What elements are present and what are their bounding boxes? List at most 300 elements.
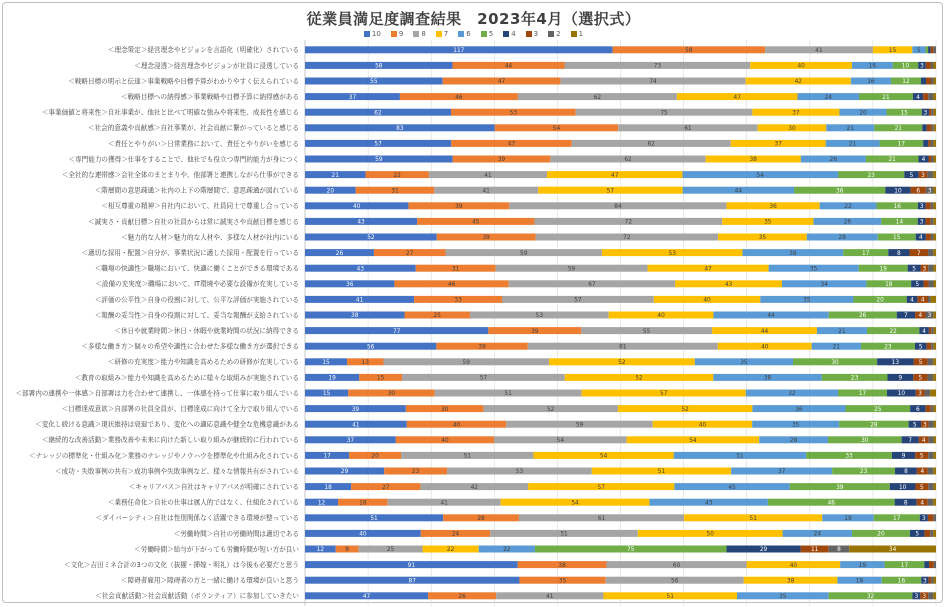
category-label: ＜事業価値と将来性＞自社事業が、他社と比べて明確な強みや将来性、成長性を感じる <box>41 108 299 117</box>
data-label: 28 <box>838 235 846 242</box>
data-label: 5 <box>915 282 920 288</box>
category-label: ＜継続的な改善活動＞業務改善や未来に向けた新しい取り組みが継続的に行われている <box>41 436 299 445</box>
data-label: 8 <box>903 500 908 507</box>
data-label: 41 <box>352 422 360 429</box>
category-label: ＜設備の充実度＞職場において、IT環境や必要な設備が充実している <box>95 280 299 289</box>
data-label: 20 <box>877 531 885 538</box>
data-label: 30 <box>387 391 396 398</box>
data-label: 41 <box>815 48 823 54</box>
data-label: 43 <box>356 266 365 273</box>
data-label: 16 <box>867 79 875 86</box>
data-label: 40 <box>452 422 461 429</box>
bar-segment <box>926 62 931 69</box>
data-label: 28 <box>870 422 878 429</box>
data-label: 17 <box>900 562 909 569</box>
data-label: 60 <box>672 562 681 569</box>
data-label: 41 <box>482 188 490 195</box>
data-label: 32 <box>788 391 796 398</box>
data-label: 11 <box>810 547 819 554</box>
bar-segment <box>931 218 934 225</box>
data-label: 37 <box>792 110 800 117</box>
data-label: 25 <box>874 406 882 413</box>
bar-segment <box>926 78 931 85</box>
data-label: 37 <box>346 438 355 444</box>
data-label: 15 <box>322 391 331 398</box>
data-label: 47 <box>497 79 506 86</box>
data-label: 5 <box>918 375 923 382</box>
bar-segment <box>928 514 933 521</box>
bar-segment <box>933 312 936 319</box>
data-label: 3 <box>919 219 924 226</box>
category-label: ＜理念浸透＞経営理念やビジョンが社員に浸透している <box>134 61 299 70</box>
bar-segment <box>923 93 928 100</box>
bar-segment <box>933 592 936 599</box>
legend-label: 9 <box>398 30 404 38</box>
data-label: 3 <box>927 313 932 320</box>
data-label: 62 <box>374 110 382 117</box>
data-label: 22 <box>889 328 897 335</box>
data-label: 13 <box>361 360 369 366</box>
data-label: 20 <box>326 188 335 195</box>
bar-segment <box>926 202 931 209</box>
data-label: 39 <box>482 235 490 242</box>
data-label: 53 <box>668 250 676 257</box>
bar-segment <box>924 280 929 287</box>
data-label: 23 <box>411 469 420 476</box>
data-label: 59 <box>462 360 470 366</box>
bar-segment <box>928 358 934 365</box>
data-label: 39 <box>351 406 360 413</box>
data-label: 30 <box>861 438 869 444</box>
data-label: 59 <box>575 422 584 429</box>
bar-segment <box>927 343 932 350</box>
data-label: 5 <box>918 344 923 351</box>
bar-segment <box>933 452 936 459</box>
category-label: ＜専門能力の獲得＞仕事をすることで、他社でも役立つ専門的能力が身につく <box>68 155 299 164</box>
category-label: ＜全社的な連帯感＞会社全体のまとまりや、他部署と連携しながら仕事ができる <box>61 171 299 179</box>
bar-segment <box>928 156 931 163</box>
data-label: 5 <box>917 48 921 54</box>
data-label: 51 <box>504 391 512 398</box>
data-label: 39 <box>455 204 463 210</box>
bar-segment <box>934 577 936 584</box>
data-label: 44 <box>767 313 775 320</box>
data-label: 39 <box>531 328 539 335</box>
bar-segment <box>933 249 936 256</box>
data-label: 30 <box>788 126 796 132</box>
data-label: 51 <box>463 453 471 460</box>
data-label: 23 <box>884 344 892 351</box>
data-label: 43 <box>724 282 733 288</box>
bar-segment <box>928 483 933 490</box>
data-label: 53 <box>535 313 544 320</box>
data-label: 74 <box>649 79 657 86</box>
data-label: 24 <box>824 94 832 101</box>
data-label: 61 <box>597 516 606 522</box>
data-label: 8 <box>904 469 908 476</box>
data-label: 28 <box>789 438 798 444</box>
data-label: 73 <box>653 63 662 70</box>
bar-segment <box>931 202 934 209</box>
data-label: 20 <box>859 110 867 117</box>
data-label: 5 <box>912 266 916 273</box>
data-label: 9 <box>345 547 350 554</box>
bar-segment <box>928 46 931 53</box>
data-label: 14 <box>895 219 904 226</box>
data-label: 34 <box>820 282 828 288</box>
data-label: 10 <box>898 484 907 491</box>
data-label: 5 <box>913 422 917 429</box>
data-label: 26 <box>458 594 466 600</box>
data-label: 13 <box>891 360 900 366</box>
data-label: 38 <box>749 157 757 164</box>
data-label: 15 <box>893 235 901 242</box>
data-label: 7 <box>916 250 921 257</box>
bar-segment <box>924 561 929 568</box>
data-label: 19 <box>879 266 887 273</box>
data-label: 56 <box>366 344 375 351</box>
bar-segment <box>934 109 936 116</box>
data-label: 35 <box>764 219 772 226</box>
data-label: 3 <box>922 422 927 429</box>
data-label: 67 <box>588 282 596 288</box>
data-label: 58 <box>685 48 693 54</box>
data-label: 36 <box>795 406 803 413</box>
data-label: 18 <box>324 484 332 491</box>
data-label: 54 <box>556 438 565 444</box>
data-label: 46 <box>455 94 463 101</box>
bar-segment <box>933 483 936 490</box>
category-label: ＜労働時間＞自社の労働時間は適切である <box>173 529 299 538</box>
data-label: 35 <box>803 297 811 304</box>
data-label: 37 <box>348 94 357 101</box>
data-label: 3 <box>921 516 926 522</box>
data-label: 46 <box>827 500 835 507</box>
bar-segment <box>931 156 934 163</box>
data-label: 62 <box>593 94 602 101</box>
legend-label: 3 <box>533 30 539 38</box>
data-label: 4 <box>921 157 926 164</box>
bar-segment <box>933 93 936 100</box>
data-label: 17 <box>862 250 870 257</box>
bar-segment <box>931 62 934 69</box>
data-label: 45 <box>728 484 736 491</box>
legend-label: 5 <box>488 30 494 38</box>
bar-segment <box>929 436 934 443</box>
data-label: 3 <box>921 172 925 179</box>
data-label: 52 <box>618 360 626 366</box>
data-label: 22 <box>446 547 455 554</box>
data-label: 36 <box>836 188 844 195</box>
data-label: 4 <box>910 297 914 304</box>
data-label: 5 <box>920 484 924 491</box>
data-label: 54 <box>599 453 608 460</box>
legend-label: 7 <box>443 30 449 38</box>
data-label: 5 <box>915 531 920 538</box>
data-label: 21 <box>838 328 846 335</box>
legend-label: 10 <box>371 30 381 38</box>
data-label: 57 <box>374 141 382 148</box>
data-label: 6 <box>916 406 920 413</box>
bar-segment <box>931 296 936 303</box>
bar-segment <box>933 78 936 85</box>
data-label: 3 <box>922 594 927 600</box>
category-label: ＜誠実さ・貢献目標＞自社の社員からは常に誠実さや貢献目標を感じる <box>88 217 299 226</box>
data-label: 31 <box>391 188 399 195</box>
data-label: 9 <box>898 375 903 382</box>
data-label: 58 <box>375 63 383 70</box>
bar-segment <box>933 530 936 537</box>
data-label: 45 <box>472 219 480 226</box>
bar-segment <box>929 577 931 584</box>
bar-segment <box>933 499 936 506</box>
legend-label: 1 <box>578 30 584 38</box>
data-label: 16 <box>868 63 877 70</box>
category-label: ＜報酬の妥当性＞自身の役割に対して、妥当な報酬が支給されている <box>94 311 299 320</box>
data-label: 84 <box>614 204 622 210</box>
data-label: 44 <box>734 188 743 195</box>
category-label: ＜相互尊重の精神＞自社内において、社員同士で尊重し合っている <box>101 202 299 211</box>
data-label: 23 <box>867 172 875 179</box>
bar-segment <box>928 452 933 459</box>
data-label: 21 <box>882 94 890 101</box>
data-label: 36 <box>769 204 777 210</box>
bar-segment <box>931 234 934 241</box>
data-label: 40 <box>359 531 367 538</box>
data-label: 20 <box>371 453 379 460</box>
data-label: 35 <box>558 578 567 585</box>
data-label: 51 <box>560 531 568 538</box>
data-label: 22 <box>844 204 852 210</box>
data-label: 51 <box>749 516 757 522</box>
data-label: 54 <box>756 172 764 179</box>
bar-segment <box>924 530 930 537</box>
bar-segment <box>934 561 936 568</box>
data-label: 43 <box>357 219 365 226</box>
data-label: 15 <box>900 110 908 117</box>
bar-segment <box>931 78 934 85</box>
bar-segment <box>930 530 933 537</box>
category-label: ＜キャリアパス＞自社はキャリアパスが明確にされている <box>128 483 299 491</box>
bar-segment <box>928 296 931 303</box>
data-label: 44 <box>504 63 513 70</box>
category-label: ＜職場の快適性＞職場において、快適に働くことができる環境である <box>94 264 299 273</box>
bar-segment <box>933 265 936 272</box>
bar-segment <box>933 405 936 412</box>
data-label: 81 <box>619 344 627 351</box>
data-label: 51 <box>370 516 378 522</box>
data-label: 31 <box>451 266 460 273</box>
data-label: 40 <box>703 297 711 304</box>
bar-segment <box>928 265 933 272</box>
data-label: 5 <box>919 453 924 460</box>
data-label: 15 <box>322 360 330 366</box>
bar-segment <box>921 78 926 85</box>
data-label: 32 <box>866 594 875 600</box>
bar-segment <box>931 109 933 116</box>
data-label: 18 <box>855 578 864 585</box>
data-label: 117 <box>453 48 465 54</box>
category-label: ＜戦略目標への納得感＞事業戦略や目標予算に納得感がある <box>120 93 299 101</box>
data-label: 20 <box>876 297 884 304</box>
data-label: 57 <box>479 375 488 382</box>
bar-segment <box>931 124 933 131</box>
data-label: 29 <box>340 469 349 476</box>
data-label: 19 <box>844 516 852 522</box>
data-label: 57 <box>660 391 668 398</box>
bar-segment <box>933 140 936 147</box>
data-label: 38 <box>789 250 797 257</box>
data-label: 8 <box>897 250 901 257</box>
category-label: ＜労働時間＞給与が下がっても労働時間が短い方が良い <box>134 545 299 554</box>
category-label: ＜社会貢献活動＞社会貢献活動（ボランティア）に参加していきたい <box>95 592 299 601</box>
data-label: 47 <box>507 141 516 148</box>
bar-segment <box>933 218 936 225</box>
data-label: 3 <box>920 63 924 70</box>
data-label: 24 <box>451 531 460 538</box>
data-label: 16 <box>897 578 906 585</box>
data-label: 55 <box>642 328 651 335</box>
data-label: 8 <box>837 547 841 554</box>
data-label: 22 <box>503 547 511 554</box>
bar-segment <box>929 327 931 334</box>
legend-label: 6 <box>466 30 471 38</box>
data-label: 29 <box>759 547 768 554</box>
data-label: 6 <box>916 188 921 195</box>
bar-segment <box>927 374 933 381</box>
data-label: 53 <box>515 469 524 476</box>
category-label: ＜社会的意義や貢献感＞自社事業が、社会貢献に繋がっていると感じる <box>88 124 299 133</box>
data-label: 51 <box>736 453 744 460</box>
data-label: 27 <box>382 484 390 491</box>
data-label: 21 <box>888 157 896 164</box>
data-label: 35 <box>758 235 767 242</box>
data-label: 40 <box>657 313 665 320</box>
data-label: 41 <box>440 500 448 507</box>
data-label: 15 <box>888 48 897 54</box>
data-label: 83 <box>396 126 404 132</box>
data-label: 47 <box>704 266 712 273</box>
data-label: 40 <box>698 422 707 429</box>
category-label: ＜休日や就業時間＞休日・休暇や就業時間の状況に納得できる <box>114 327 299 335</box>
data-label: 21 <box>846 126 854 132</box>
data-label: 41 <box>546 594 554 600</box>
data-label: 54 <box>689 438 697 444</box>
data-label: 72 <box>624 219 633 226</box>
bar-segment <box>933 46 936 53</box>
bar-segment <box>929 280 934 287</box>
category-label: ＜理念策定＞経営理念やビジョンを言語化（明確化）されている <box>107 46 299 55</box>
bar-segment <box>933 234 936 241</box>
bar-segment <box>930 390 936 397</box>
bar-segment <box>933 187 936 194</box>
data-label: 10 <box>901 63 910 70</box>
data-label: 4 <box>918 313 923 320</box>
data-label: 3 <box>923 110 928 117</box>
data-label: 44 <box>760 328 769 335</box>
data-label: 21 <box>832 344 841 351</box>
data-label: 12 <box>317 500 326 507</box>
data-label: 38 <box>786 578 795 585</box>
category-label: ＜階層間の意思疎通＞社内の上下の階層間で、意思疎通が図れている <box>94 186 299 195</box>
bar-segment <box>933 62 936 69</box>
data-label: 19 <box>858 562 867 569</box>
data-label: 47 <box>733 94 741 101</box>
bar-segment <box>925 46 928 53</box>
data-label: 3 <box>918 391 923 398</box>
bar-segment <box>934 436 936 443</box>
data-label: 3 <box>927 188 932 195</box>
data-label: 10 <box>897 391 906 398</box>
data-label: 62 <box>647 141 655 148</box>
data-label: 17 <box>858 391 867 398</box>
category-label: ＜評価の公平性＞自身の役割に対して、公平な評価が実施されている <box>94 295 299 304</box>
data-label: 28 <box>477 516 485 522</box>
category-label: ＜目標達成意欲＞自部署の社員全員が、目標達成に向けて全力で取り組んでいる <box>61 405 299 413</box>
data-label: 24 <box>813 531 822 538</box>
data-label: 22 <box>393 172 401 179</box>
bar-segment <box>933 202 936 209</box>
bar-segment <box>931 327 933 334</box>
bar-segment <box>931 577 933 584</box>
category-label: ＜適切な採用・配置＞自分が、事業状況に適した採用・配置を行っている <box>81 249 299 257</box>
data-label: 34 <box>888 547 897 554</box>
data-label: 18 <box>885 282 893 288</box>
data-label: 37 <box>777 469 786 476</box>
bar-segment <box>933 374 936 381</box>
bar-segment <box>923 140 928 147</box>
data-label: 30 <box>831 360 839 366</box>
data-label: 25 <box>386 547 395 554</box>
data-label: 35 <box>740 360 748 366</box>
bar-segment <box>929 421 934 428</box>
category-label: ＜ダイバーシティ＞自社は性別関係なく活躍できる環境が整っている <box>95 514 299 523</box>
data-label: 40 <box>761 344 769 351</box>
bar-segment <box>931 343 933 350</box>
data-label: 25 <box>433 313 441 320</box>
category-label: ＜教育の取組み＞能力や知識を高めるために様々な取組みが実施されている <box>74 373 299 382</box>
bar-segment <box>933 468 936 475</box>
data-label: 54 <box>571 500 579 507</box>
data-label: 39 <box>497 157 506 164</box>
data-label: 30 <box>440 406 449 413</box>
bar-segment <box>927 124 932 131</box>
bar-segment <box>934 124 936 131</box>
data-label: 23 <box>859 469 868 476</box>
data-label: 59 <box>567 266 576 273</box>
bar-segment <box>929 109 931 116</box>
data-label: 61 <box>684 126 692 132</box>
data-label: 9 <box>901 453 906 460</box>
bar-segment <box>924 390 930 397</box>
data-label: 57 <box>606 188 615 195</box>
data-label: 3 <box>922 266 927 273</box>
data-label: 52 <box>635 375 643 382</box>
data-label: 40 <box>797 63 805 70</box>
bar-segment <box>928 140 931 147</box>
category-label: ＜戦略目標の明示と伝達＞事業戦略や目標予算がわかりやすく伝えられている <box>68 77 299 86</box>
chart-title: 従業員満足度調査結果 2023年4月（選択式） <box>306 10 641 28</box>
bar-segment <box>927 171 933 178</box>
data-label: 55 <box>370 79 378 86</box>
data-label: 59 <box>520 250 528 257</box>
category-label: ＜部署内の連携や一体感＞自部署は力を合わせて連携し、一体感を持って仕事に取り組んでいる <box>15 389 299 398</box>
legend-label: 4 <box>511 30 516 38</box>
data-label: 39 <box>836 484 844 491</box>
data-label: 57 <box>597 484 605 491</box>
data-label: 52 <box>546 406 555 413</box>
data-label: 12 <box>902 79 910 86</box>
